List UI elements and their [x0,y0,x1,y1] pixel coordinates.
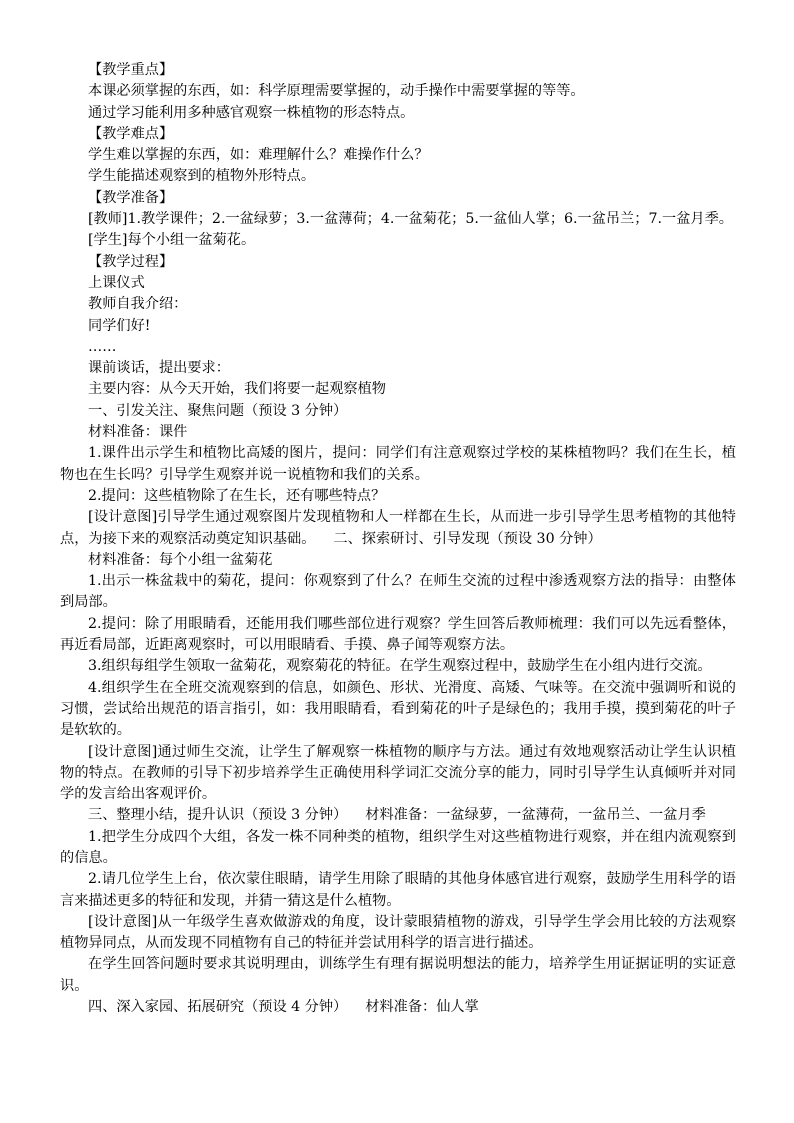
paragraph: 课前谈话，提出要求： [88,360,230,377]
paragraph: 上课仪式 [88,274,145,291]
paragraph: 1.出示一株盆栽中的菊花，提问：你观察到了什么？在师生交流的过程中渗透观察方法的指导：由整体到局部。 [60,573,736,611]
paragraph: 教师自我介绍： [88,296,188,313]
step-heading-4: 四、深入家园、拓展研究（预设 4 分钟） 材料准备：仙人掌 [88,999,479,1016]
paragraph: 2.请几位学生上台，依次蒙住眼睛，请学生用除了眼睛的其他身体感官进行观察，鼓励学生用科学的语言来描述更多的特征和发现，并猜一猜这是什么植物。 [60,871,736,909]
paragraph-student-materials: [学生]每个小组一盆菊花。 [88,232,256,249]
section-heading-difficulties: 【教学难点】 [88,125,174,142]
paragraph: 4.组织学生在全班交流观察到的信息，如颜色、形状、光滑度、高矮、气味等。在交流中强调听和说的习惯，尝试给出规范的语言指引，如：我用眼睛看，看到菊花的叶子是绿色的；我用手摸，摸到菊花的叶子是软软的。 [60,679,736,739]
step-heading-1: 一、引发关注、聚焦问题（预设 3 分钟） [88,402,348,419]
paragraph: 同学们好! [88,317,151,334]
paragraph-design-intent: [设计意图]通过师生交流，让学生了解观察一株植物的顺序与方法。通过有效地观察活动让学生认识植物的特点。在教师的引导下初步培养学生正确使用科学词汇交流分享的能力，同时引导学生认真倾听并对同学的发言给出客观评价。 [60,743,736,803]
paragraph: 3.组织每组学生领取一盆菊花，观察菊花的特征。在学生观察过程中，鼓励学生在小组内进行交流。 [88,658,712,675]
paragraph: 本课必须掌握的东西，如：科学原理需要掌握的，动手操作中需要掌握的等等。 [88,83,585,100]
paragraph-design-intent: [设计意图]引导学生通过观察图片发现植物和人一样都在生长，从而进一步引导学生思考植物的其他特点，为接下来的观察活动奠定知识基础。 二、探索研讨、引导发现（预设 30 分钟） [60,509,736,547]
paragraph: 1.把学生分成四个大组，各发一株不同种类的植物，组织学生对这些植物进行观察，并在组内流观察到的信息。 [60,828,736,866]
paragraph-ellipsis: …… [88,338,117,355]
paragraph: 主要内容：从今天开始，我们将要一起观察植物 [88,381,386,398]
paragraph: 学生能描述观察到的植物外形特点。 [88,168,316,185]
paragraph: 在学生回答问题时要求其说明理由，训练学生有理有据说明想法的能力，培养学生用证据证明的实证意识。 [60,956,736,994]
document-body [60,60,736,1018]
paragraph-materials: 材料准备：课件 [88,424,188,441]
section-heading-process: 【教学过程】 [88,253,174,270]
paragraph-design-intent: [设计意图]从一年级学生喜欢做游戏的角度，设计蒙眼猜植物的游戏，引导学生学会用比较的方法观察植物异同点，从而发现不同植物有自己的特征并尝试用科学的语言进行描述。 [60,913,736,952]
paragraph: 1.课件出示学生和植物比高矮的图片，提问：同学们有注意观察过学校的某株植物吗？我们在生长，植物也在生长吗？引导学生观察并说一说植物和我们的关系。 [60,445,736,483]
paragraph: 2.提问：这些植物除了在生长，还有哪些特点？ [88,487,386,504]
paragraph-teacher-materials: [教师]1.教学课件；2.一盆绿萝；3.一盆薄荷；4.一盆菊花；5.一盆仙人掌；6.一盆吊兰；7.一盆月季。 [88,211,733,228]
section-heading-preparation: 【教学准备】 [88,189,174,206]
paragraph: 通过学习能利用多种感官观察一株植物的形态特点。 [88,104,415,121]
paragraph: 2.提问：除了用眼睛看，还能用我们哪些部位进行观察？学生回答后教师梳理：我们可以先远看整体，再近看局部，近距离观察时，可以用眼睛看、手摸、鼻子闻等观察方法。 [60,615,736,654]
paragraph-materials: 材料准备：每个小组一盆菊花 [88,551,273,568]
paragraph: 学生难以掌握的东西，如：难理解什么？难操作什么？ [88,147,429,164]
step-heading-3: 三、整理小结，提升认识（预设 3 分钟） 材料准备：一盆绿萝，一盆薄荷，一盆吊兰、一盆月季 [88,807,706,824]
section-heading-key-points: 【教学重点】 [88,62,174,78]
